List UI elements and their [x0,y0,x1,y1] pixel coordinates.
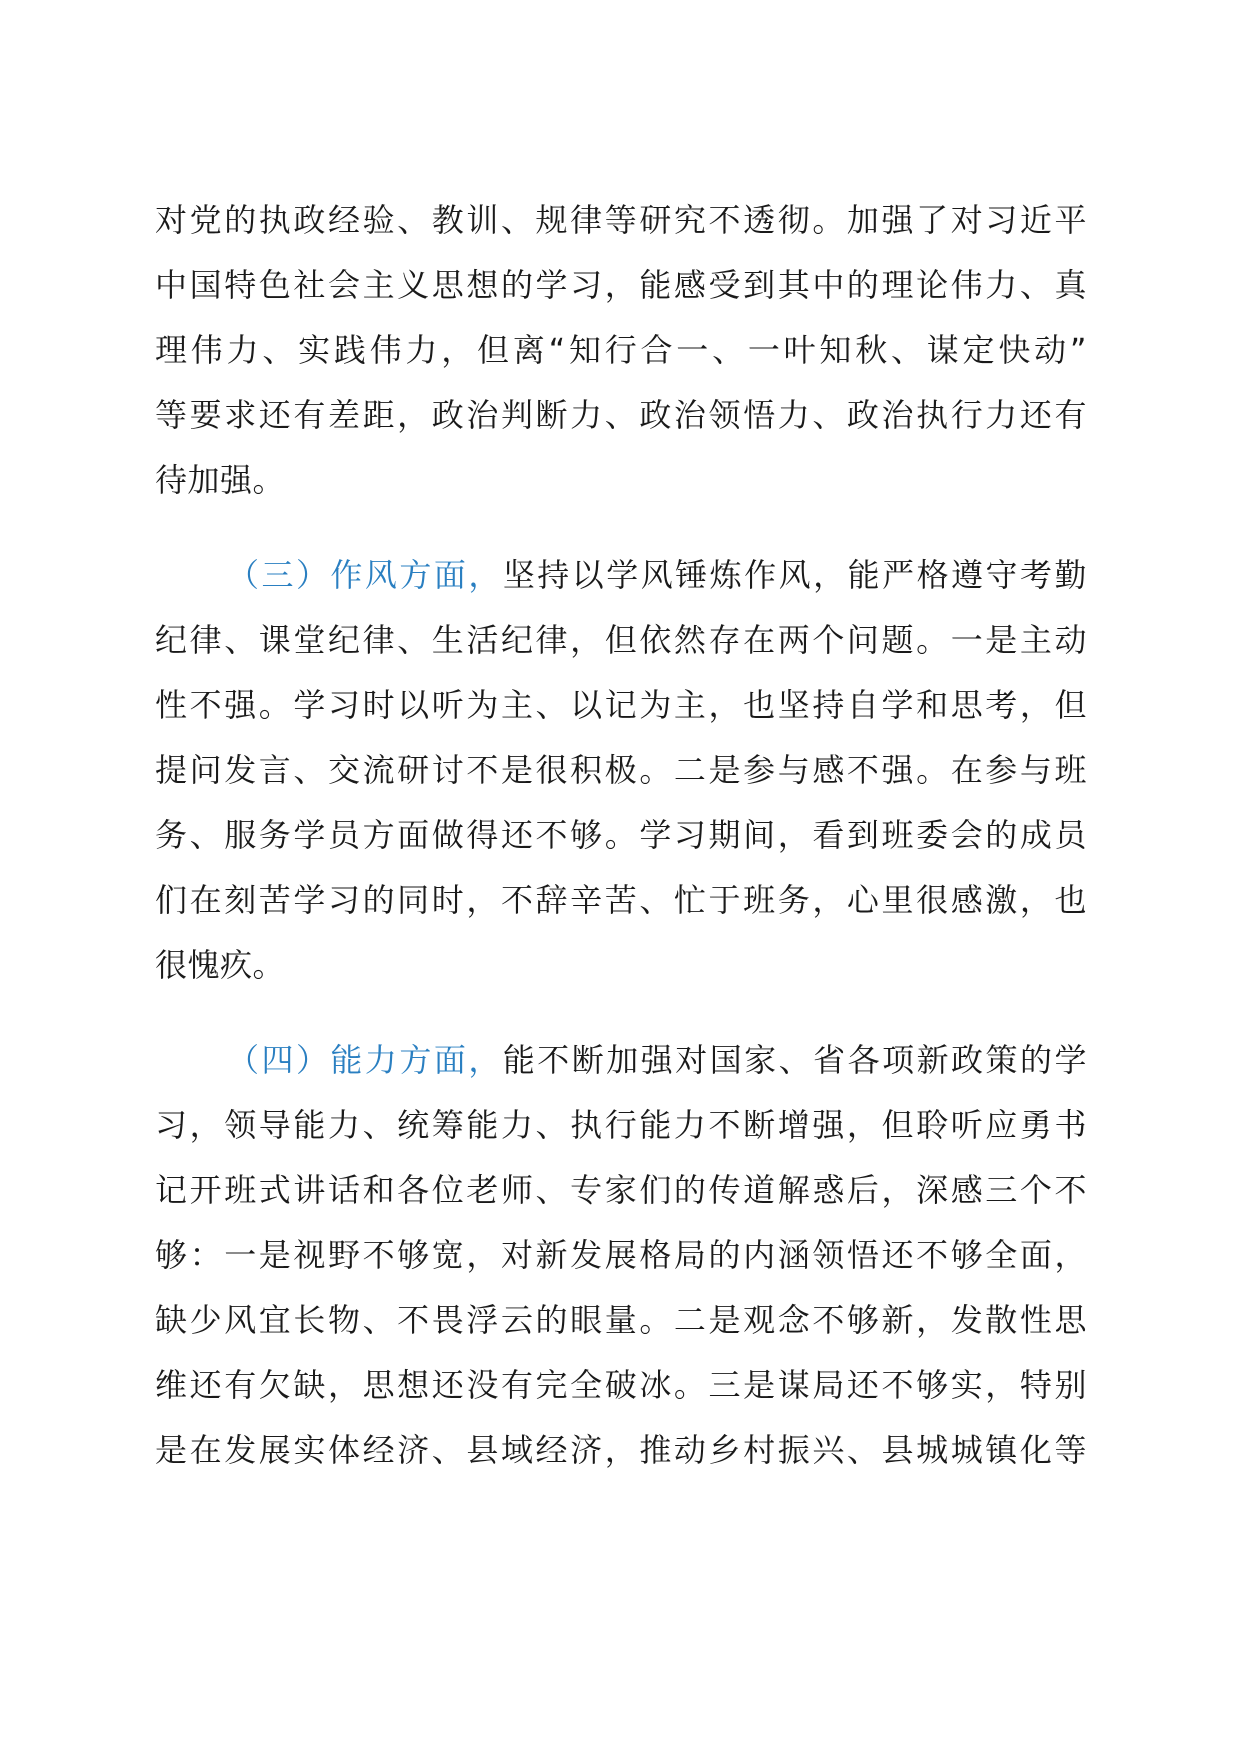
paragraph-spacer [155,513,1087,543]
text-segment: 能不断加强对国家、省各项新政策的学 [502,1041,1087,1079]
paragraph-work-style [155,543,1087,998]
text-line: 性不强。学习时以听为主、以记为主，也坚持自学和思考，但 [155,686,1087,724]
text-line-first [155,1028,1087,1093]
text-line: 务、服务学员方面做得还不够。学习期间，看到班委会的成员 [155,816,1087,854]
text-line: 们在刻苦学习的同时，不辞辛苦、忙于班务，心里很感激，也 [155,881,1087,919]
text-line: 待加强。 [155,461,286,499]
section-heading: （四）能力方面， [227,1041,503,1079]
text-line: 等要求还有差距，政治判断力、政治领悟力、政治执行力还有 [155,396,1087,434]
text-line-first [155,543,1087,608]
text-segment: 坚持以学风锤炼作风，能严格遵守考勤 [502,556,1087,594]
text-line: 提问发言、交流研讨不是很积极。二是参与感不强。在参与班 [155,751,1087,789]
text-line: 中国特色社会主义思想的学习，能感受到其中的理论伟力、真 [155,266,1087,304]
text-line: 对党的执政经验、教训、规律等研究不透彻。加强了对习近平 [155,201,1087,239]
text-line: 够：一是视野不够宽，对新发展格局的内涵领悟还不够全面， [155,1236,1087,1274]
text-line: 理伟力、实践伟力，但离“知行合一、一叶知秋、谋定快动” [155,331,1087,369]
paragraph-ability [155,1028,1087,1483]
text-line: 缺少风宜长物、不畏浮云的眼量。二是观念不够新，发散性思 [155,1301,1087,1339]
text-line: 维还有欠缺，思想还没有完全破冰。三是谋局还不够实，特别 [155,1366,1087,1404]
section-heading: （三）作风方面， [227,556,503,594]
document-body [155,188,1087,1483]
text-line: 纪律、课堂纪律、生活纪律，但依然存在两个问题。一是主动 [155,621,1087,659]
text-line: 记开班式讲话和各位老师、专家们的传道解惑后，深感三个不 [155,1171,1087,1209]
text-line: 是在发展实体经济、县域经济，推动乡村振兴、县城城镇化等 [155,1431,1087,1469]
paragraph-continuation [155,188,1087,513]
text-line: 很愧疚。 [155,946,286,984]
text-line: 习，领导能力、统筹能力、执行能力不断增强，但聆听应勇书 [155,1106,1087,1144]
paragraph-spacer [155,998,1087,1028]
